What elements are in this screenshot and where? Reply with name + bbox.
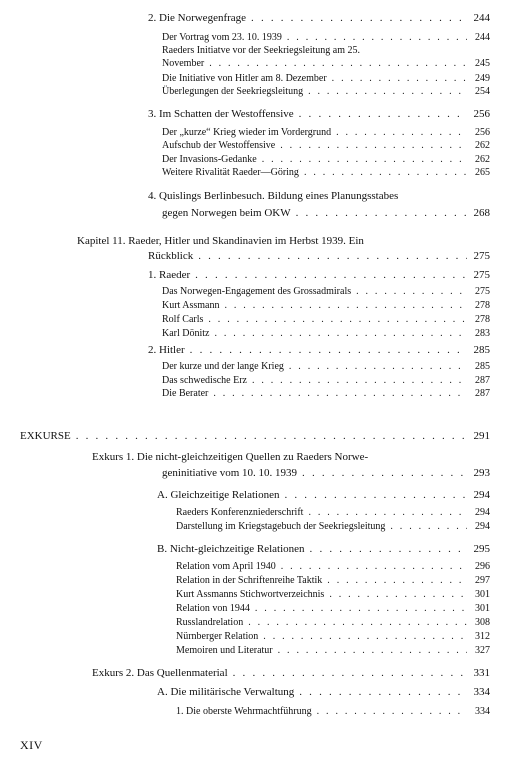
toc-title: 1. Die oberste Wehrmachtführung — [176, 706, 312, 717]
toc-page: 244 — [473, 12, 490, 24]
toc-page: 254 — [475, 86, 490, 97]
toc-title: Die Initiative von Hitler am 8. Dezember — [162, 73, 327, 84]
toc-page: 295 — [473, 543, 490, 555]
leader-dots — [329, 589, 467, 600]
toc-title: Memoiren und Literatur — [176, 645, 273, 656]
exkurs-line: Exkurs 1. Die nicht-gleichzeitigen Quellen zu Raeders Norwe- — [92, 451, 369, 463]
toc-page: 334 — [475, 706, 490, 717]
toc-title: Raeders Konferenzniederschrift — [176, 507, 304, 518]
leader-dots — [198, 250, 467, 262]
toc-title: gegen Norwegen beim OKW — [162, 207, 291, 219]
leader-dots — [327, 575, 467, 586]
toc-page: 308 — [475, 617, 490, 628]
toc-subentry — [162, 32, 490, 43]
leader-dots — [289, 361, 467, 372]
toc-subentry-line: Raeders Initiatve vor der Seekriegsleitung am 25. — [162, 45, 360, 56]
leader-dots — [280, 140, 467, 151]
toc-subentry — [162, 388, 490, 399]
leader-dots — [317, 706, 467, 717]
toc-subentry — [176, 589, 490, 600]
leader-dots — [252, 375, 467, 386]
toc-title: Relation von 1944 — [176, 603, 250, 614]
leader-dots — [299, 686, 467, 698]
toc-entry — [157, 686, 490, 698]
toc-page: 297 — [475, 575, 490, 586]
toc-title: Das Norwegen-Engagement des Grossadmirals — [162, 286, 352, 297]
toc-page: 265 — [475, 167, 490, 178]
toc-page: 278 — [475, 300, 490, 311]
toc-page: 294 — [475, 521, 490, 532]
toc-subentry — [162, 286, 490, 297]
toc-title: Relation in der Schriftenreihe Taktik — [176, 575, 323, 586]
toc-title: Der kurze und der lange Krieg — [162, 361, 284, 372]
leader-dots — [195, 269, 467, 281]
toc-page: 283 — [475, 328, 490, 339]
toc-title: Darstellung im Kriegstagebuch der Seekriegsleitung — [176, 521, 386, 532]
leader-dots — [209, 58, 467, 69]
toc-page: 256 — [473, 108, 490, 120]
toc-title: EXKURSE — [20, 430, 71, 442]
toc-title: 1. Raeder — [148, 269, 191, 281]
toc-title: geninitiative vom 10. 10. 1939 — [162, 467, 298, 479]
toc-page: 291 — [473, 430, 490, 442]
toc-page: 256 — [475, 127, 490, 138]
toc-subentry — [176, 575, 490, 586]
toc-title: Rückblick — [148, 250, 194, 262]
toc-page: 285 — [473, 344, 490, 356]
leader-dots — [208, 314, 467, 325]
toc-title: A. Gleichzeitige Relationen — [157, 489, 280, 501]
toc-title: Nürnberger Relation — [176, 631, 259, 642]
exkurs-entry — [92, 667, 490, 679]
leader-dots — [284, 489, 467, 501]
toc-subentry — [162, 361, 490, 372]
leader-dots — [356, 286, 467, 297]
toc-title: Relation vom April 1940 — [176, 561, 276, 572]
toc-entry — [157, 543, 490, 555]
toc-page: 262 — [475, 140, 490, 151]
toc-subentry — [162, 58, 490, 69]
toc-entry — [148, 344, 490, 356]
leader-dots — [225, 300, 468, 311]
toc-subentry — [162, 328, 490, 339]
page-number: XIV — [20, 738, 43, 752]
toc-page: 268 — [473, 207, 490, 219]
chapter-entry — [148, 250, 490, 262]
toc-page: 301 — [475, 603, 490, 614]
leader-dots — [308, 86, 467, 97]
toc-page: 249 — [475, 73, 490, 84]
toc-page: 275 — [475, 286, 490, 297]
leader-dots — [251, 12, 467, 24]
toc-page: 287 — [475, 388, 490, 399]
leader-dots — [304, 167, 467, 178]
toc-page: 327 — [475, 645, 490, 656]
toc-subentry — [176, 561, 490, 572]
toc-entry — [148, 108, 490, 120]
toc-title: Der Invasions-Gedanke — [162, 154, 257, 165]
leader-dots — [287, 32, 467, 43]
leader-dots — [390, 521, 467, 532]
toc-title: Exkurs 2. Das Quellenmaterial — [92, 667, 228, 679]
toc-subentry — [162, 314, 490, 325]
leader-dots — [278, 645, 467, 656]
toc-title: Russlandrelation — [176, 617, 244, 628]
toc-entry — [157, 489, 490, 501]
toc-title: Kurt Assmanns Stichwortverzeichnis — [176, 589, 325, 600]
toc-subentry — [176, 631, 490, 642]
toc-page: 275 — [473, 269, 490, 281]
toc-subentry — [162, 86, 490, 97]
toc-page: 244 — [475, 32, 490, 43]
toc-title: A. Die militärische Verwaltung — [157, 686, 295, 698]
exkurse-heading — [20, 430, 490, 442]
leader-dots — [299, 108, 467, 120]
toc-title: 3. Im Schatten der Westoffensive — [148, 108, 294, 120]
toc-page: 312 — [475, 631, 490, 642]
toc-entry — [148, 269, 490, 281]
leader-dots — [310, 543, 467, 555]
toc-page: 278 — [475, 314, 490, 325]
leader-dots — [233, 667, 467, 679]
toc-title: 2. Hitler — [148, 344, 185, 356]
toc-subentry — [162, 127, 490, 138]
toc-page: 294 — [475, 507, 490, 518]
toc-title: Rolf Carls — [162, 314, 204, 325]
leader-dots — [76, 430, 467, 442]
leader-dots — [308, 507, 467, 518]
leader-dots — [296, 207, 467, 219]
exkurs-entry — [162, 467, 490, 479]
toc-subentry — [162, 300, 490, 311]
toc-entry — [148, 12, 490, 24]
toc-page: 294 — [473, 489, 490, 501]
toc-subentry — [162, 167, 490, 178]
chapter-line: Kapitel 11. Raeder, Hitler und Skandinavien im Herbst 1939. Ein — [77, 235, 364, 247]
toc-entry — [162, 207, 490, 219]
leader-dots — [332, 73, 467, 84]
leader-dots — [302, 467, 467, 479]
toc-title: Der „kurze“ Krieg wieder im Vordergrund — [162, 127, 332, 138]
leader-dots — [213, 388, 467, 399]
toc-title: Weitere Rivalität Raeder—Göring — [162, 167, 299, 178]
toc-title: Karl Dönitz — [162, 328, 210, 339]
toc-title: Der Vortrag vom 23. 10. 1939 — [162, 32, 282, 43]
toc-page: 245 — [475, 58, 490, 69]
leader-dots — [336, 127, 467, 138]
leader-dots — [248, 617, 467, 628]
toc-page: 296 — [475, 561, 490, 572]
leader-dots — [190, 344, 467, 356]
toc-subentry — [176, 507, 490, 518]
leader-dots — [262, 154, 467, 165]
toc-entry-line: 4. Quislings Berlinbesuch. Bildung eines Planungsstabes — [148, 190, 399, 202]
toc-subentry — [176, 617, 490, 628]
toc-title: Überlegungen der Seekriegsleitung — [162, 86, 304, 97]
toc-title: 2. Die Norwegenfrage — [148, 12, 247, 24]
toc-page: 285 — [475, 361, 490, 372]
toc-page: 331 — [473, 667, 490, 679]
toc-title: Die Berater — [162, 388, 209, 399]
toc-subentry — [162, 73, 490, 84]
toc-subentry — [162, 375, 490, 386]
toc-subentry — [176, 603, 490, 614]
leader-dots — [281, 561, 467, 572]
toc-title: November — [162, 58, 205, 69]
toc-title: B. Nicht-gleichzeitige Relationen — [157, 543, 305, 555]
toc-subentry — [176, 645, 490, 656]
toc-title: Das schwedische Erz — [162, 375, 247, 386]
toc-subentry — [162, 140, 490, 151]
toc-subentry — [162, 154, 490, 165]
leader-dots — [263, 631, 467, 642]
toc-subentry — [176, 706, 490, 717]
toc-title: Aufschub der Westoffensive — [162, 140, 276, 151]
leader-dots — [215, 328, 468, 339]
toc-page: 275 — [473, 250, 490, 262]
toc-page: 287 — [475, 375, 490, 386]
toc-page: 262 — [475, 154, 490, 165]
toc-subentry — [176, 521, 490, 532]
toc-page: 293 — [473, 467, 490, 479]
toc-page: 334 — [473, 686, 490, 698]
leader-dots — [255, 603, 467, 614]
toc-title: Kurt Assmann — [162, 300, 220, 311]
toc-page: 301 — [475, 589, 490, 600]
